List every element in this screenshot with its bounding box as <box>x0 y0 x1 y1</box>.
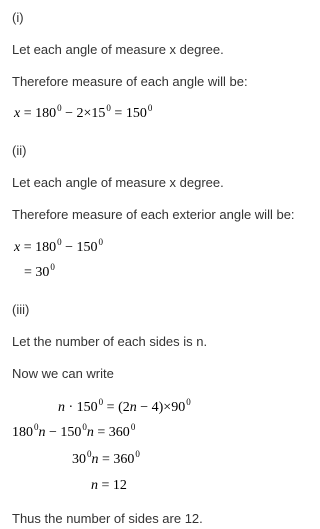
part-i-intro: Let each angle of measure x degree. <box>12 42 224 57</box>
eq-term: − 4)×90 <box>136 400 186 415</box>
eq-term: = 30 <box>24 265 50 280</box>
eq-term: = 180 <box>23 240 57 255</box>
eq-term: 30 <box>72 452 86 467</box>
eq-var: n <box>91 478 98 493</box>
eq-var: x <box>14 240 21 255</box>
equation-ii-line2 <box>24 262 55 281</box>
equation-ii-line1 <box>14 237 104 256</box>
degree-mark: 0 <box>87 449 92 459</box>
part-ii-statement: Therefore measure of each exterior angle will be: <box>12 207 295 222</box>
eq-term: − 150 <box>65 240 98 255</box>
equation-i <box>14 103 153 122</box>
degree-mark: 0 <box>82 422 87 432</box>
equation-iii-line2 <box>12 422 136 441</box>
part-iii-statement: Now we can write <box>12 366 114 381</box>
eq-term: − 150 <box>45 425 82 440</box>
eq-term: = 360 <box>98 452 135 467</box>
eq-term: = 360 <box>93 425 130 440</box>
eq-var: n <box>58 400 65 415</box>
eq-term: · 150 <box>68 400 98 415</box>
part-label-i: (i) <box>12 10 24 25</box>
eq-term: − 2×15 <box>65 106 106 121</box>
part-label-ii: (ii) <box>12 143 27 158</box>
eq-var: n <box>86 425 94 440</box>
degree-mark: 0 <box>98 237 104 247</box>
equation-iii-line4 <box>91 478 127 494</box>
conclusion: Thus the number of sides are 12. <box>12 511 203 526</box>
degree-mark: 0 <box>50 262 55 272</box>
eq-var: n <box>129 400 137 415</box>
eq-term: = (2 <box>103 400 130 415</box>
part-i-statement: Therefore measure of each angle will be: <box>12 74 248 89</box>
degree-mark: 0 <box>57 237 62 247</box>
eq-var: n <box>91 452 99 467</box>
part-iii-intro: Let the number of each sides is n. <box>12 334 208 349</box>
equation-iii-line1 <box>58 397 191 416</box>
degree-mark: 0 <box>186 397 191 407</box>
degree-mark: 0 <box>147 103 153 113</box>
degree-mark: 0 <box>98 397 104 407</box>
degree-mark: 0 <box>130 422 136 432</box>
degree-mark: 0 <box>106 103 111 113</box>
eq-term: = 180 <box>23 106 57 121</box>
degree-mark: 0 <box>57 103 62 113</box>
part-ii-intro: Let each angle of measure x degree. <box>12 175 224 190</box>
eq-var: x <box>14 106 21 121</box>
degree-mark: 0 <box>34 422 39 432</box>
equation-iii-line3 <box>72 449 140 468</box>
eq-term: 180 <box>12 425 33 440</box>
degree-mark: 0 <box>135 449 140 459</box>
eq-var: n <box>38 425 46 440</box>
eq-term: = 150 <box>114 106 147 121</box>
part-label-iii: (iii) <box>12 302 30 317</box>
eq-term: = 12 <box>98 478 127 493</box>
